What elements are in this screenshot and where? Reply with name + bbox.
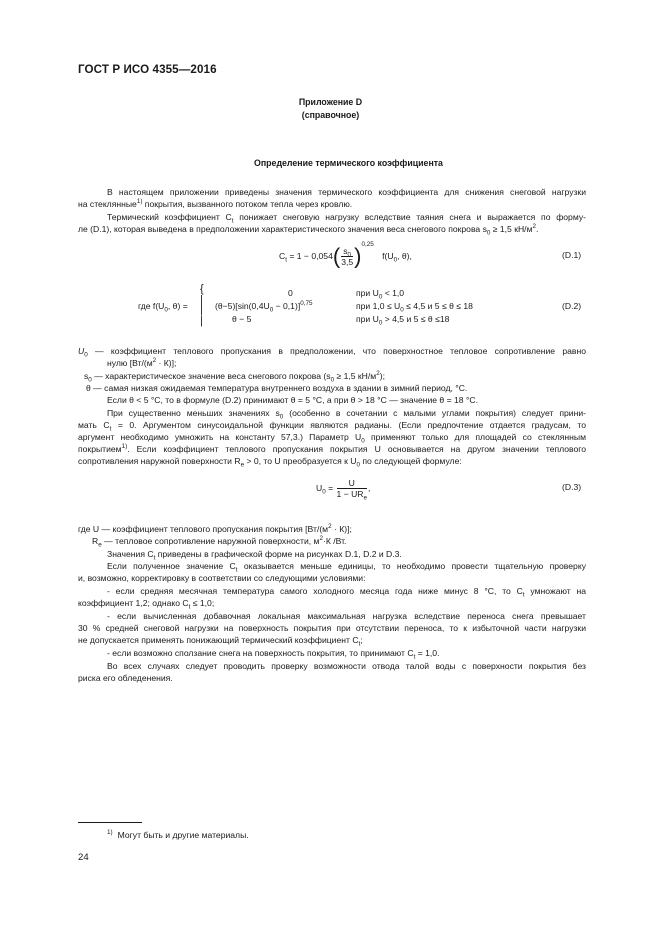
paragraph-intro-line: на стеклянные$^{1)}$ покрытия, вызванного потоком тепла через кровлю. <box>78 198 353 209</box>
equation-number-d1: (D.1) <box>562 250 582 260</box>
paragraph-coefficient-line: ле (D.1), которая выведена в предположении характеристического значения веса снегового покрова $s_0 \ge 1,5$ $кН/м^2$. <box>78 223 539 237</box>
equation-d2-case2-expr: $(\theta-5)[\sin(0,4U_0 - 0,1)]^{0,75}$ <box>215 300 313 314</box>
paragraph-small-s0-line: мать $C_t = 0$. Аргументом синусоидальной функции являются радианы. (Если предпочтение отдается градусам, то <box>78 420 586 433</box>
paragraph-small-s0-line: покрытием$^{1)}$. Если коэффициент теплового пропускания покрытия U основывается на другом значении теплового <box>78 443 586 454</box>
equation-d1: $C_t = 1 - 0,054$( $\frac{s_0}{3,5}$ )$^{0,25}$ $f(U_0$, θ), <box>279 240 412 269</box>
footnote: $^{1)}$ Могут быть и другие материалы. <box>107 829 249 840</box>
bullet-drift-load-cont: не допускается применять понижающий термический коэффициент $C_t$; <box>78 635 363 648</box>
definition-re: $R_e$ — тепловое сопротивление наружной поверхности, $м^2\cdot К$ /Вт. <box>92 535 347 549</box>
footnote-mark: 1) <box>107 829 113 837</box>
footnote-ref: 1) <box>121 443 128 451</box>
equation-d2-lhs: где $f(U_0$, θ) = <box>138 301 188 314</box>
definition-u0: $U_0$ — коэффициент теплового пропускания в предположении, что поверхностное тепловое сопротивление равно <box>78 346 586 359</box>
equation-d2-case1-expr: 0 <box>288 288 293 298</box>
paragraph-intro-line: В настоящем приложении приведены значения термического коэффициента для снижения снеговой нагрузки <box>107 187 586 197</box>
footnote-ref: 1) <box>136 198 143 206</box>
definition-theta: θ — самая низкая ожидаемая температура внутреннего воздуха в здании в зимний период, °С. <box>86 383 468 393</box>
paragraph-figures-ref: Значения $C_t$ приведены в графической форме на рисунках D.1, D.2 и D.3. <box>107 549 402 562</box>
paragraph-small-s0-line: аргумент необходимо умножить на константу 57,3.) Параметр $U_0$ применяют только для площадей со стеклянным <box>78 432 586 445</box>
equation-number-d3: (D.3) <box>562 482 582 492</box>
section-title: Определение термического коэффициента <box>254 158 443 168</box>
paragraph-check-line: и, возможно, корректировку в соответствии со следующими условиями: <box>78 573 366 583</box>
paragraph-small-s0-line: сопротивления наружной поверхности $R_e > 0$, то U преобразуется к $U_0$ по следующей формуле: <box>78 456 462 469</box>
equation-d3: $U_0$ = $\frac{U}{1 - UR_e}$ , <box>316 478 371 502</box>
definition-u: где U — коэффициент теплового пропускания покрытия $[Вт/(м^2 \cdot К)]$; <box>78 523 352 534</box>
equation-d2-case3-expr: θ − 5 <box>232 314 252 324</box>
bullet-cold-month: - если средняя месячная температура самого холодного месяца года ниже минус 8 °С, то $C_t$ умножают на <box>107 586 586 599</box>
paragraph-small-s0-line: При существенно меньших значениях $s_0$ (особенно в сочетании с малыми углами покрытия) следует прини- <box>107 408 586 421</box>
paragraph-coefficient-line: Термический коэффициент $C_t$ понижает снеговую нагрузку вследствие таяния снега и выражается по форму- <box>107 212 586 225</box>
equation-d2-case1-cond: при $U_0 < 1,0$ <box>356 288 405 301</box>
bullet-drift-load-cont: 30 % средней снеговой нагрузки на поверхность покрытия при отсутствии переноса, то к избыточной части нагрузки <box>78 623 586 633</box>
paragraph-check-line: Если полученное значение $C_t$ оказывается меньше единицы, то необходимо провести тщательную проверку <box>107 561 586 574</box>
equation-d2-case3-cond: при $U_0 > 4,5$ и 5 ≤ θ ≤18 <box>356 314 450 327</box>
bullet-cold-month-cont: коэффициент 1,2; однако $C_t \le 1,0$; <box>78 598 215 611</box>
equation-d2-case2-cond: при $1,0 \le U_0 \le 4,5$ и 5 ≤ θ ≤ 18 <box>356 301 473 314</box>
equation-d2-brace: { | | | <box>200 283 204 327</box>
document-header: ГОСТ Р ИСО 4355—2016 <box>78 63 217 76</box>
bullet-drift-load: - если вычисленная добавочная локальная максимальная нагрузка вследствие переноса снега превышает <box>107 611 586 621</box>
footnote-divider <box>78 822 142 823</box>
paragraph-theta-limits: Если θ < 5 °С, то в формуле (D.2) принимают θ = 5 °С, а при θ > 18 °С — значение θ = 18 °С. <box>107 395 478 405</box>
paragraph-meltwater-line: риска его обледенения. <box>78 673 173 683</box>
appendix-kind: (справочное) <box>301 110 360 120</box>
equation-number-d2: (D.2) <box>562 301 582 311</box>
paragraph-meltwater-line: Во всех случаях следует проводить проверку возможности отвода талой воды с поверхности покрытия без <box>107 661 586 671</box>
page-number: 24 <box>78 852 89 863</box>
definition-s0: $s_0$ — характеристическое значение веса снегового покрова ($s_0 \ge 1,5$ $кН/м^2$); <box>84 370 385 384</box>
appendix-label: Приложение D <box>298 97 363 107</box>
bullet-sliding-snow: - если возможно сползание снега на поверхность покрытия, то принимают $C_t = 1,0$. <box>107 648 440 661</box>
definition-u0-cont: нулю $[Вт/(м^2 \cdot К)]$; <box>107 357 177 368</box>
